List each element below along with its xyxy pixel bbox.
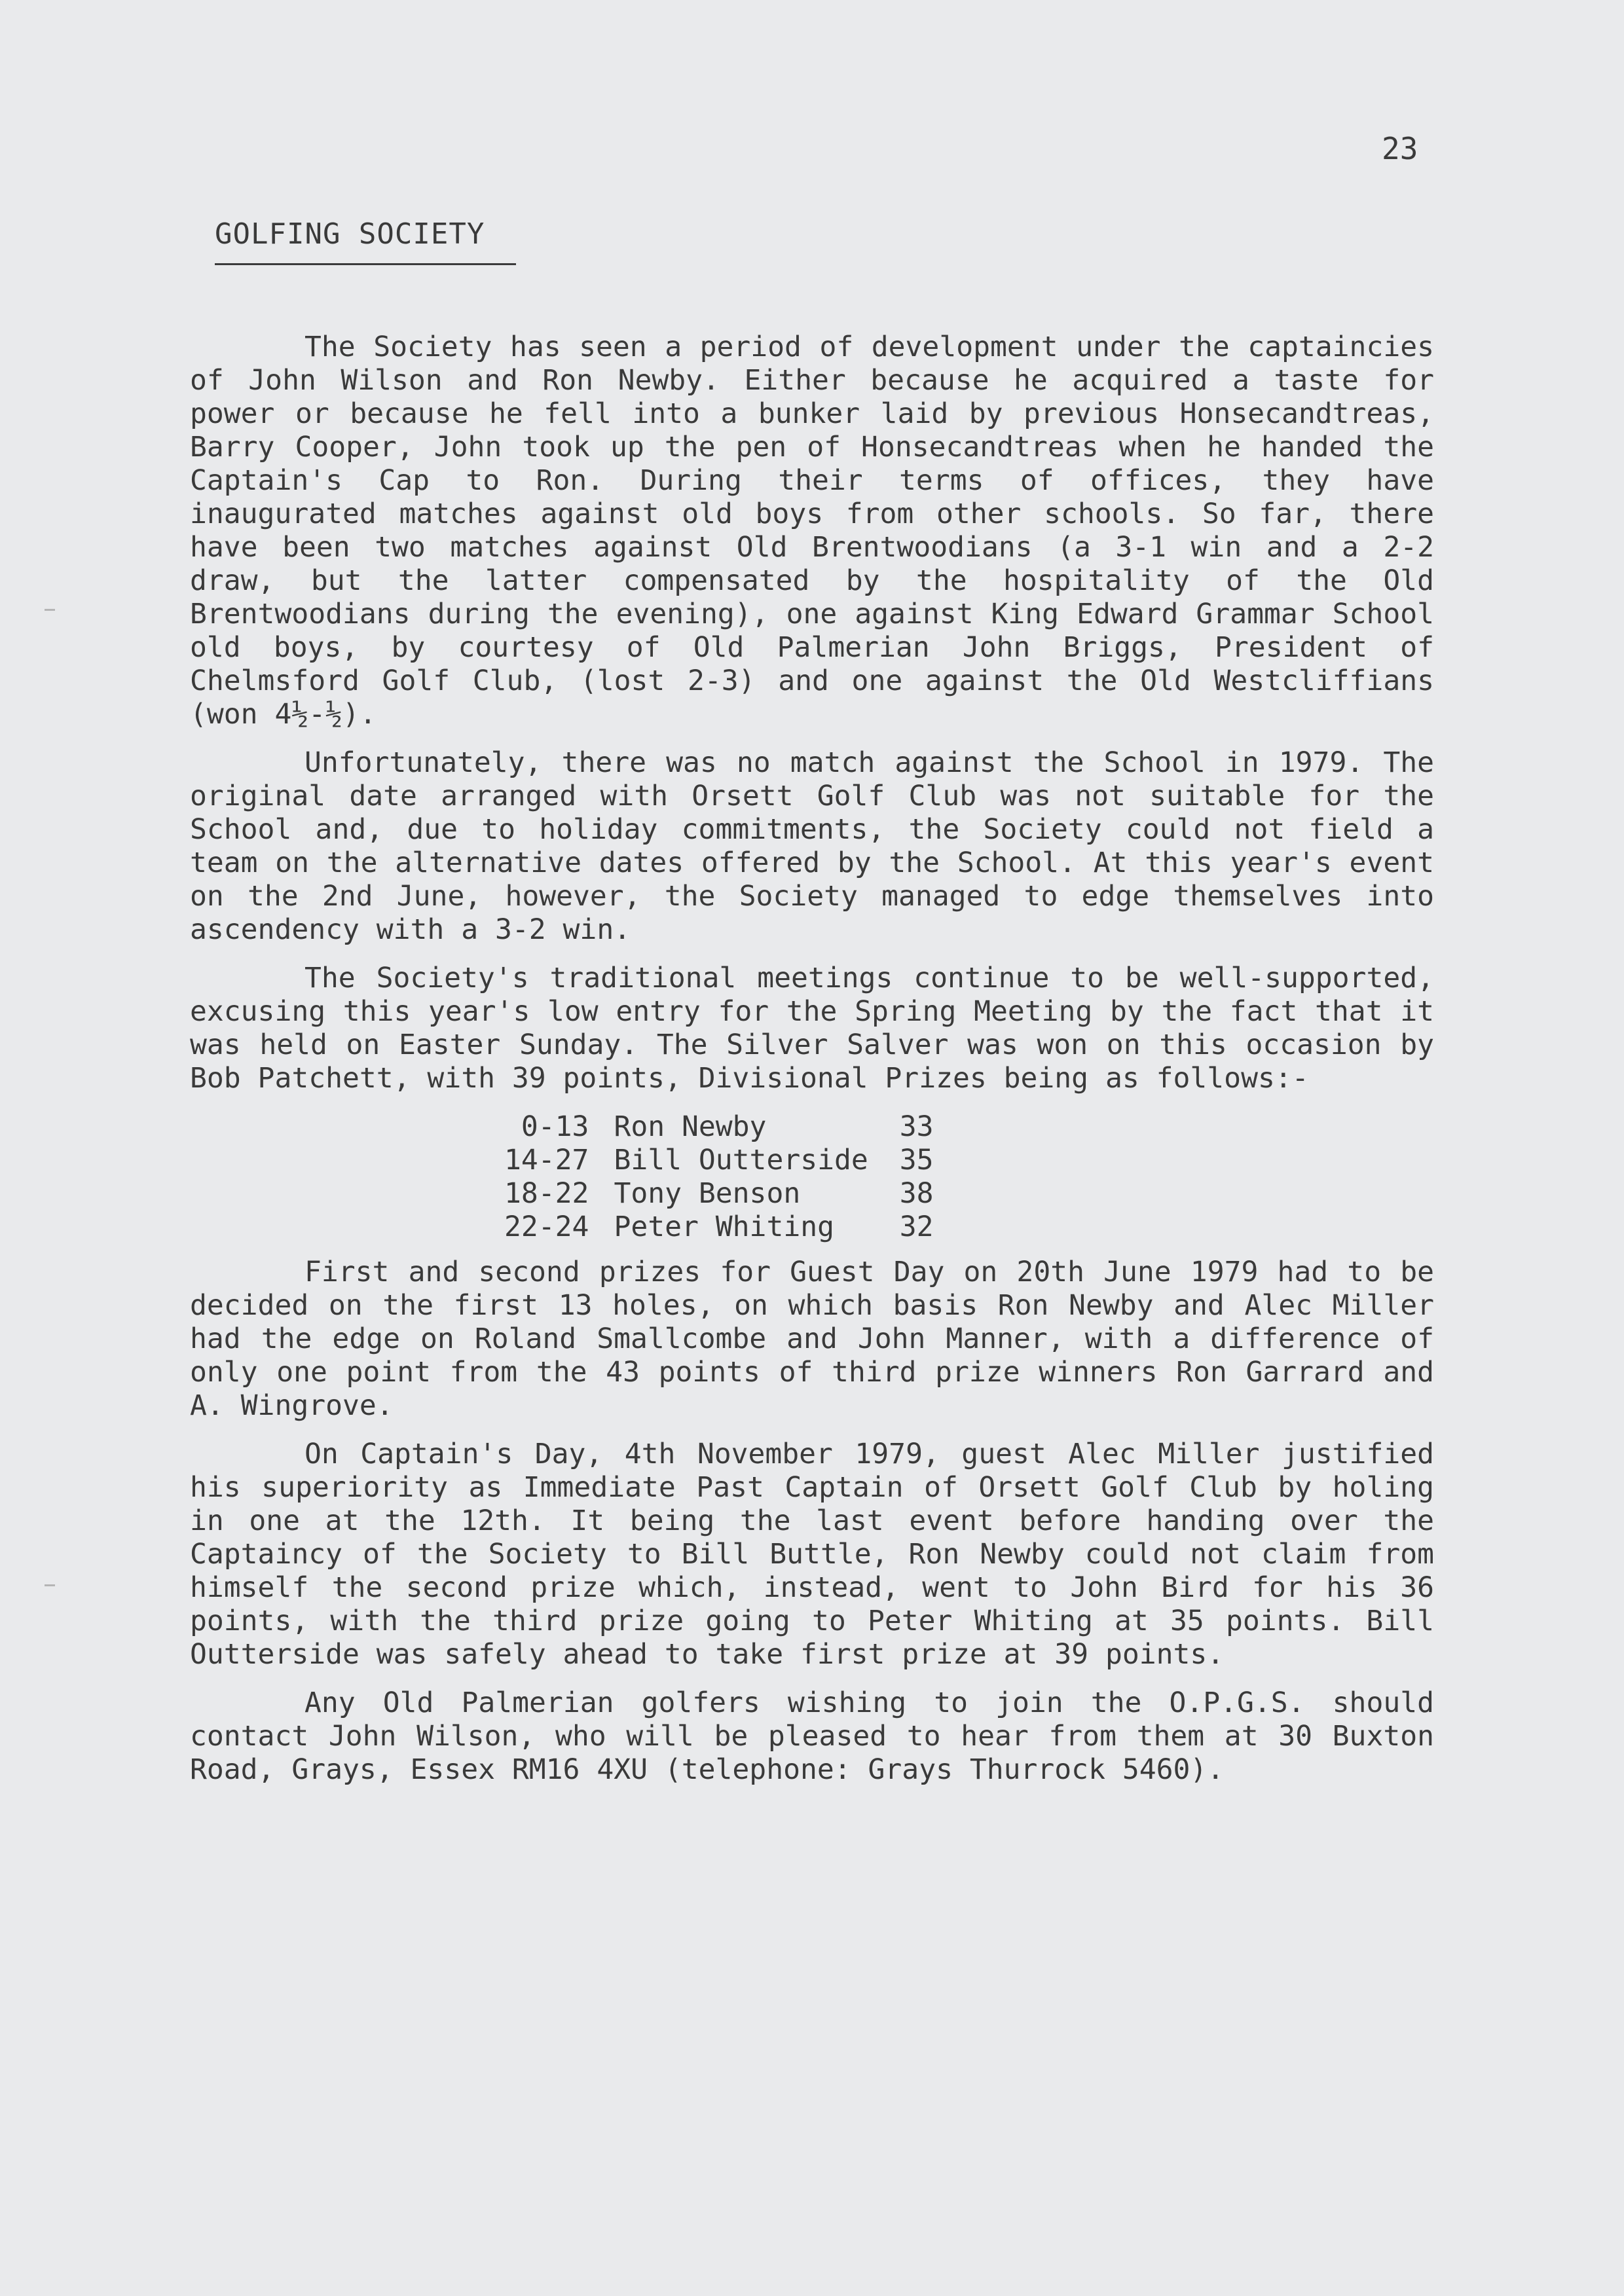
paragraph: The Society has seen a period of development under the captaincies of John Wilson and Ron Newby. Either because he acquired a taste for power or because he fell into a bunker laid by previous Honsecandtreas, Barry Cooper, John took up the pen of Honsecandtreas when he handed the Captain's Cap to Ron. During their terms of offices, they have inaugurated matches against old boys from other schools. So far, there have been two matches against Old Brentwoodians (a 3-1 win and a 2-2 draw, but the latter compensated by the hospitality of the Old Brentwoodians during the evening), one against King Edward Grammar School old boys, by courtesy of Old Palmerian John Briggs, President of Chelmsford Golf Club, (lost 2-3) and one against the Old Westcliffians (won 4½-½). [190, 331, 1434, 731]
table-row [504, 1211, 959, 1244]
winner-points: 32 [899, 1211, 934, 1243]
division-range: 14-27 [504, 1144, 589, 1176]
table-row [504, 1177, 959, 1211]
divisional-prizes-table [504, 1110, 959, 1244]
paragraph: First and second prizes for Guest Day on 20th June 1979 had to be decided on the first 13 holes, on which basis Ron Newby and Alec Miller had the edge on Roland Smallcombe and John Manner, with a difference of only one point from the 43 points of third prize winners Ron Garrard and A. Wingrove. [190, 1256, 1434, 1422]
paragraph: The Society's traditional meetings continue to be well-supported, excusing this year's low entry for the Spring Meeting by the fact that it was held on Easter Sunday. The Silver Salver was won on this occasion by Bob Patchett, with 39 points, Divisional Prizes being as follows:- [190, 962, 1434, 1095]
table-row [504, 1110, 959, 1144]
page-number: 23 [1382, 131, 1418, 166]
winner-name: Ron Newby [614, 1110, 767, 1143]
division-range: 18-22 [504, 1177, 589, 1210]
margin-mark [45, 1584, 55, 1586]
paragraph: Unfortunately, there was no match against the School in 1979. The original date arranged with Orsett Golf Club was not suitable for the School and, due to holiday commitments, the Society could not field a team on the alternative dates offered by the School. At this year's event on the 2nd June, however, the Society managed to edge themselves into ascendency with a 3-2 win. [190, 746, 1434, 946]
page-title: GOLFING SOCIETY [215, 217, 485, 251]
winner-name: Bill Outterside [614, 1144, 868, 1176]
article-body [190, 331, 1434, 1802]
winner-name: Peter Whiting [614, 1211, 834, 1243]
paragraph: On Captain's Day, 4th November 1979, guest Alec Miller justified his superiority as Immediate Past Captain of Orsett Golf Club by holing in one at the 12th. It being the last event before handing over the Captaincy of the Society to Bill Buttle, Ron Newby could not claim from himself the second prize which, instead, went to John Bird for his 36 points, with the third prize going to Peter Whiting at 35 points. Bill Outterside was safely ahead to take first prize at 39 points. [190, 1438, 1434, 1671]
winner-points: 38 [899, 1177, 934, 1210]
division-range: 0-13 [521, 1110, 589, 1143]
title-underline [215, 263, 516, 265]
winner-name: Tony Benson [614, 1177, 801, 1210]
winner-points: 35 [899, 1144, 934, 1176]
table-row [504, 1144, 959, 1177]
winner-points: 33 [899, 1110, 934, 1143]
paragraph: Any Old Palmerian golfers wishing to join the O.P.G.S. should contact John Wilson, who will be pleased to hear from them at 30 Buxton Road, Grays, Essex RM16 4XU (telephone: Grays Thurrock 5460). [190, 1686, 1434, 1786]
margin-mark [45, 609, 55, 611]
division-range: 22-24 [504, 1211, 589, 1243]
